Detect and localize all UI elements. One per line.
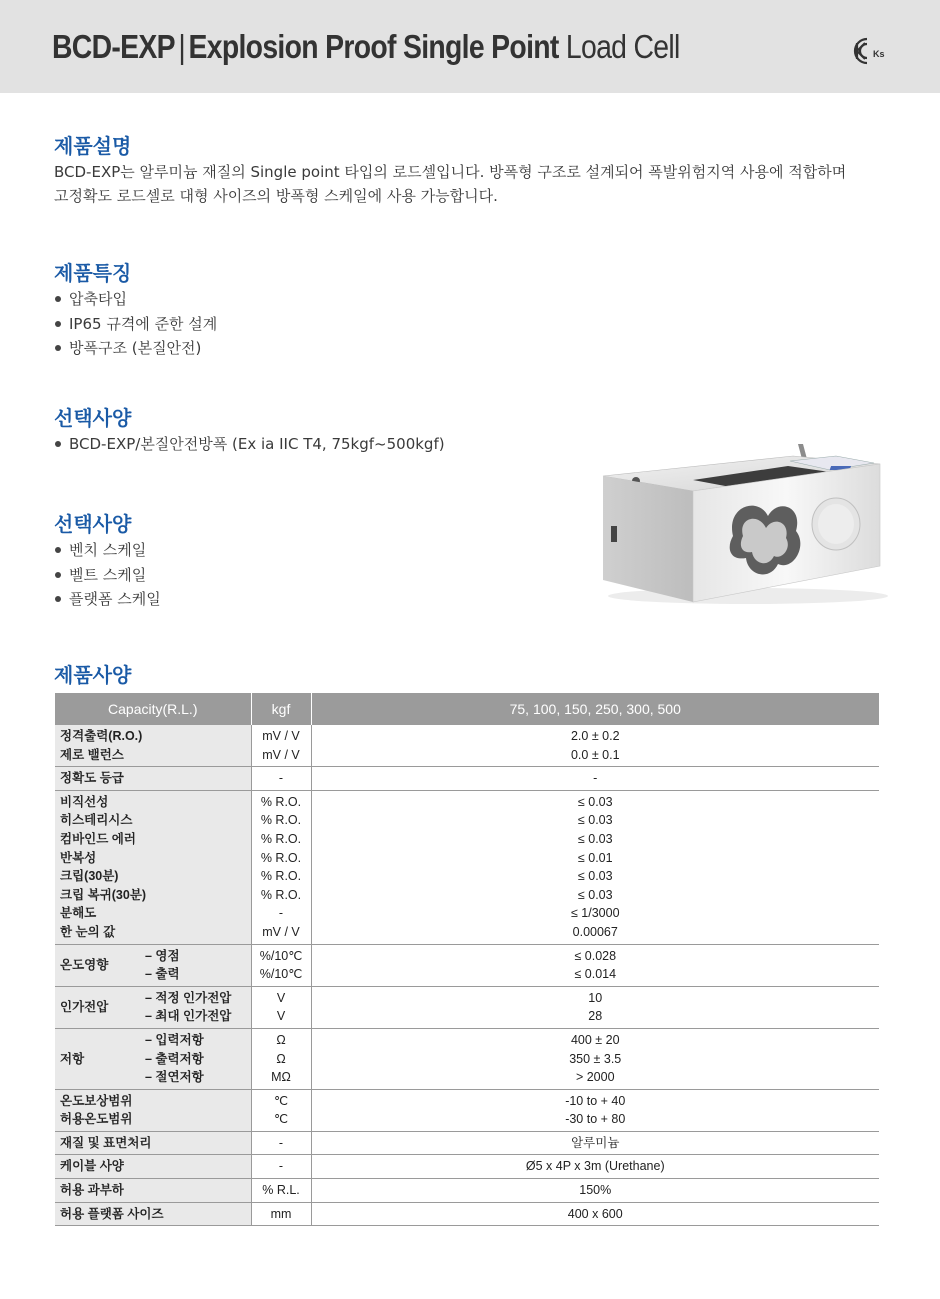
sub-label-line: – 입력저항 [145, 1032, 204, 1047]
sub-label-line: – 영점 [145, 948, 180, 963]
row-value [311, 1028, 879, 1089]
description-title: 제품설명 [54, 134, 132, 158]
row-unit: mm [251, 1202, 311, 1226]
value-line: 28 [588, 1009, 603, 1024]
row-label: 인가전압 [55, 986, 141, 1028]
row-label-line: 온도보상범위 [60, 1093, 133, 1108]
row-value: 150% [311, 1179, 879, 1203]
header-unit: kgf [251, 693, 311, 725]
unit-line: %/10℃ [259, 948, 303, 963]
unit-line: % R.O. [260, 850, 302, 865]
sub-label-line: – 적정 인가전압 [145, 990, 232, 1005]
row-value [311, 725, 879, 767]
row-label-line: 분해도 [60, 906, 97, 921]
cert-mark-text: Ks [873, 49, 885, 59]
row-sublabels [141, 986, 251, 1028]
unit-line: % R.O. [260, 831, 302, 846]
unit-line: MΩ [271, 1070, 291, 1085]
row-label-line: 히스테리시스 [60, 813, 133, 828]
table-row [55, 1089, 879, 1131]
row-value [311, 1089, 879, 1131]
sub-label-line: – 절연저항 [145, 1070, 204, 1085]
row-unit: - [251, 1155, 311, 1179]
row-value: 400 x 600 [311, 1202, 879, 1226]
sub-label-line: – 출력 [145, 967, 180, 982]
row-label-line: 정격출력(R.O.) [60, 729, 143, 743]
row-value: Ø5 x 4P x 3m (Urethane) [311, 1155, 879, 1179]
list-item: 벤치 스케일 [54, 538, 161, 563]
options-title: 선택사양 [54, 406, 132, 430]
row-unit: - [251, 1131, 311, 1155]
specs-title: 제품사양 [54, 663, 132, 687]
list-item: 벨트 스케일 [54, 563, 161, 588]
list-item: 플랫폼 스케일 [54, 587, 161, 612]
value-line: ≤ 0.03 [577, 831, 613, 846]
row-value: 알루미늄 [311, 1131, 879, 1155]
sub-label-line: – 출력저항 [145, 1051, 204, 1066]
row-label-line: 크립(30분) [60, 869, 119, 884]
row-label-line: 크립 복귀(30분) [60, 887, 147, 902]
title-regular: Load Cell [565, 28, 680, 65]
row-label: 허용 과부하 [55, 1179, 251, 1203]
row-unit [251, 944, 311, 986]
title-separator: | [178, 28, 186, 65]
applications-list [54, 538, 161, 612]
row-unit [251, 986, 311, 1028]
unit-line: % R.O. [260, 813, 302, 828]
unit-line: V [276, 1009, 286, 1024]
row-label [55, 1089, 251, 1131]
value-line: 0.0 ± 0.1 [570, 747, 620, 762]
unit-line: - [278, 906, 284, 921]
value-line: ≤ 1/3000 [570, 906, 620, 921]
table-row [55, 1131, 879, 1155]
value-line: 350 ± 3.5 [569, 1051, 622, 1066]
row-label: 허용 플랫폼 사이즈 [55, 1202, 251, 1226]
row-label-line: 허용온도범위 [60, 1112, 133, 1127]
value-line: 0.00067 [572, 924, 618, 939]
value-line: ≤ 0.03 [577, 887, 613, 902]
value-line: 2.0 ± 0.2 [570, 729, 620, 743]
row-label [55, 725, 251, 767]
value-line: 400 ± 20 [570, 1032, 620, 1047]
value-line: ≤ 0.014 [574, 967, 617, 982]
value-line: -30 to + 80 [565, 1112, 626, 1127]
page-title [52, 28, 680, 66]
unit-line: %/10℃ [259, 967, 303, 982]
unit-line: ℃ [273, 1093, 289, 1108]
applications-title: 선택사양 [54, 512, 132, 536]
list-item: BCD-EXP/본질안전방폭 (Ex ia IIC T4, 75kgf~500kgf) [54, 432, 445, 457]
unit-line: % R.O. [260, 794, 302, 809]
header-capacity: Capacity(R.L.) [55, 693, 251, 725]
table-row [55, 725, 879, 767]
row-unit [251, 1089, 311, 1131]
unit-line: % R.O. [260, 869, 302, 884]
table-header-row [55, 693, 879, 725]
row-label: 저항 [55, 1028, 141, 1089]
specifications-table [55, 693, 879, 1226]
unit-line: ℃ [273, 1112, 289, 1127]
value-line: -10 to + 40 [565, 1093, 626, 1108]
sub-label-line: – 최대 인가전압 [145, 1009, 232, 1024]
row-unit: % R.L. [251, 1179, 311, 1203]
unit-line: % R.O. [260, 887, 302, 902]
header-values: 75, 100, 150, 250, 300, 500 [311, 693, 879, 725]
table-row [55, 944, 879, 986]
row-value [311, 986, 879, 1028]
model-name: BCD-EXP [52, 28, 175, 65]
unit-line: mV / V [262, 924, 300, 939]
value-line: ≤ 0.03 [577, 794, 613, 809]
features-title: 제품특징 [54, 261, 132, 285]
row-label: 온도영향 [55, 944, 141, 986]
table-row [55, 1179, 879, 1203]
title-bold: Explosion Proof Single Point [188, 28, 559, 65]
row-label-line: 비직선성 [60, 794, 109, 809]
features-list [54, 287, 217, 361]
row-value [311, 790, 879, 944]
table-row [55, 1202, 879, 1226]
row-unit [251, 725, 311, 767]
description-text: BCD-EXP는 알루미늄 재질의 Single point 타입의 로드셀입니다. 방폭형 구조로 설계되어 폭발위험지역 사용에 적합하며 고정확도 로드셀로 대형 사이즈의 방폭형 스케일에 사용 가능합니다. [54, 163, 847, 205]
value-line: ≤ 0.03 [577, 813, 613, 828]
row-label-line: 제로 밸런스 [60, 747, 124, 762]
page-header [0, 0, 940, 93]
unit-line: mV / V [262, 729, 300, 743]
unit-line: V [276, 990, 286, 1005]
list-item: IP65 규격에 준한 설계 [54, 312, 217, 337]
row-unit [251, 1028, 311, 1089]
load-cell-product-image [598, 436, 888, 608]
unit-line: Ω [276, 1051, 286, 1066]
row-label [55, 790, 251, 944]
row-unit: - [251, 767, 311, 791]
value-line: > 2000 [575, 1070, 615, 1085]
unit-line: mV / V [262, 747, 300, 762]
list-item: 압축타입 [54, 287, 217, 312]
row-label: 정확도 등급 [55, 767, 251, 791]
row-label-line: 컴바인드 에러 [60, 831, 136, 846]
value-line: 10 [588, 990, 603, 1005]
row-label-line: 반복성 [60, 850, 97, 865]
row-sublabels [141, 944, 251, 986]
row-label: 재질 및 표면처리 [55, 1131, 251, 1155]
value-line: ≤ 0.03 [577, 869, 613, 884]
row-value [311, 944, 879, 986]
options-list [54, 432, 445, 457]
table-row [55, 767, 879, 791]
value-line: ≤ 0.01 [577, 850, 613, 865]
row-unit [251, 790, 311, 944]
row-label-line: 한 눈의 값 [60, 924, 116, 939]
list-item: 방폭구조 (본질안전) [54, 336, 217, 361]
row-value: - [311, 767, 879, 791]
unit-line: Ω [276, 1032, 286, 1047]
table-row [55, 790, 879, 944]
kc-certification-icon [849, 35, 883, 67]
table-row [55, 1155, 879, 1179]
value-line: ≤ 0.028 [574, 948, 617, 963]
table-row [55, 986, 879, 1028]
table-row [55, 1028, 879, 1089]
row-sublabels [141, 1028, 251, 1089]
row-label: 케이블 사양 [55, 1155, 251, 1179]
